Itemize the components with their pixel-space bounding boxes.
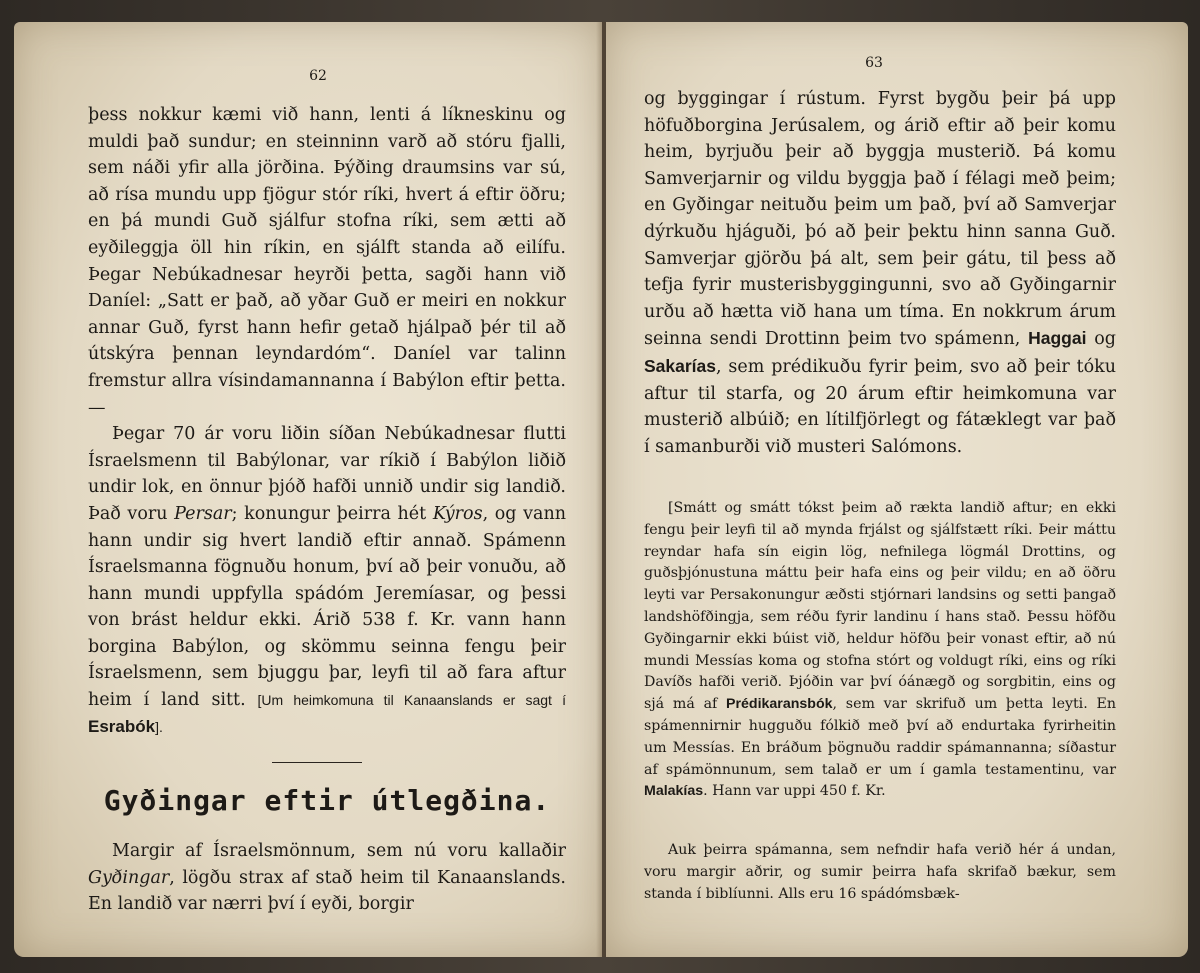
paragraph-4 xyxy=(644,86,1116,460)
text-span: . Hann var uppi 450 f. Kr. xyxy=(703,783,886,800)
right-last-text xyxy=(644,840,1116,905)
note-text: ]. xyxy=(155,718,163,735)
text-span: Margir af Ísraelsmönnum, sem nú voru kallaðir xyxy=(112,841,566,861)
section-divider xyxy=(272,762,362,763)
note-text: [Um heimkomuna til Kanaanslands er sagt í xyxy=(257,692,566,709)
paragraph-2 xyxy=(88,421,566,740)
left-final-text xyxy=(88,838,566,918)
right-page xyxy=(606,22,1188,957)
right-body-text xyxy=(644,86,1116,460)
paragraph-1: þess nokkur kæmi við hann, lenti á líkneskinu og muldi það sundur; en steinninn varð að stóru fjalli, sem náði yfir alla jörðina. Þýðing draumsins var sú, að rísa mundu upp fjögur stór ríki, hvert á eftir öðru; en þá mundi Guð sjálfur stofna ríki, sem ætti að eyðileggja öll hin ríkin, en sjálft standa að eilífu. Þegar Nebúkadnesar heyrði þetta, sagði hann við Daníel: „Satt er það, að yðar Guð er meiri en nokkur annar Guð, fyrst hann hefir getað hjálpað þér til að útskýra þennan leyndardóm“. Daníel var talinn fremstur allra vísindamannanna í Babýlon eftir þetta. — xyxy=(88,105,566,418)
text-span: , sem var skrifuð um þetta leyti. En spámennirnir hugguðu fólkið með því að endurtaka fyrirheitin um Messías. En bráðum þögnuðu raddir spámannanna; síðastur af spámönnunum, sem talað er um í gamla testamentinu, var xyxy=(644,696,1116,778)
text-span: og xyxy=(1086,329,1116,350)
bold-malakias: Malakías xyxy=(644,783,704,800)
page-number-right: 63 xyxy=(865,55,883,71)
italic-persar: Persar xyxy=(174,503,232,524)
page-number-left: 62 xyxy=(309,68,327,84)
bold-sakarias: Sakarías xyxy=(644,355,717,376)
note-bold-book: Esrabók xyxy=(88,716,156,736)
section-heading: Gyðingar eftir útlegðina. xyxy=(103,784,551,817)
paragraph-3 xyxy=(88,838,566,918)
bold-haggai: Haggai xyxy=(1028,328,1087,349)
text-span: ; konungur þeirra hét xyxy=(231,503,433,524)
italic-gydingar: Gyðingar xyxy=(88,867,170,888)
last-paragraph: Auk þeirra spámanna, sem nefndir hafa verið hér á undan, voru margir aðrir, og sumir þeirra hafa skrifað bækur, sem standa í biblíunni. Alls eru 16 spádómsbæk- xyxy=(644,842,1116,902)
right-note-text xyxy=(644,498,1116,803)
text-span: , og vann hann undir sig hvert landið eftir annað. Spámenn Ísraelsmanna fögnuðu honum, því að þeir vonuðu, að hann mundi uppfylla spádóm Jeremíasar, og þessi von brást heldur ekki. Árið 538 f. Kr. vann hann borgina Babýlon, og skömmu seinna fengu þeir Ísraelsmenn, sem bjuggu þar, leyfi til að fara aftur heim í land sitt. xyxy=(88,503,566,711)
text-span: og byggingar í rústum. Fyrst bygðu þeir þá upp höfuðborgina Jerúsalem, og árið eftir að þeir komu heim, byrjuðu þeir að byggja musterið. Þá komu Samverjarnir og vildu byggja það í félagi með þeim; en Gyðingar neituðu þeim um það, því að Samverjar dýrkuðu hjáguði, þó að þeir þektu hinn sanna Guð. Samverjar gjörðu þá alt, sem þeir gátu, til þess að tefja fyrir musterisbyggingunni, svo að Gyðingarnir urðu að hætta við hana um tíma. En nokkrum árum seinna sendi Drottinn þeim tvo spámenn, xyxy=(644,89,1116,350)
text-span: Þegar 70 ár voru liðin síðan Nebúkadnesar flutti Ísraelsmenn til Babýlonar, var ríkið í Babýlon liðið undir lok, en önnur þjóð hafði unnið undir sig landið. Það voru xyxy=(88,424,566,524)
text-span: , sem prédikuðu fyrir þeim, svo að þeir tóku aftur til starfa, og 20 árum eftir heimkomuna var musterið albúið; en lítilfjörlegt og fátæklegt var það í samanburði við musteri Salómons. xyxy=(644,356,1116,457)
left-body-text xyxy=(88,102,566,740)
italic-kyros: Kýros xyxy=(432,503,483,524)
bold-predikaransbok: Prédikaransbók xyxy=(726,696,833,713)
text-span: , lögðu strax af stað heim til Kanaanslands. En landið var nærri því í eyði, borgir xyxy=(88,867,566,915)
left-page xyxy=(14,22,602,957)
text-span: [Smátt og smátt tókst þeim að rækta landið aftur; en ekki fengu þeir leyfi til að mynda frjálst og sjálfstætt ríki. Þeir máttu reyndar hafa sín eigin lög, nefnilega lögmál Drottins, og guðsþjónustuna máttu þeir hafa eins og þeir vildu; en að öðru leyti var Persakonungur æðsti stjórnari landsins og setti þangað landshöfðingja, sem réðu fyrir landinu í hans stað. Þessu höfðu Gyðingarnir ekki búist við, heldur höfðu þeir vonast eftir, að nú mundi Messías koma og stofna stórt og voldugt ríki, eins og ríki Davíðs hafði verið. Þjóðin var því óánægð og sorgbitin, eins og sjá má af xyxy=(644,500,1116,713)
note-paragraph xyxy=(644,498,1116,803)
